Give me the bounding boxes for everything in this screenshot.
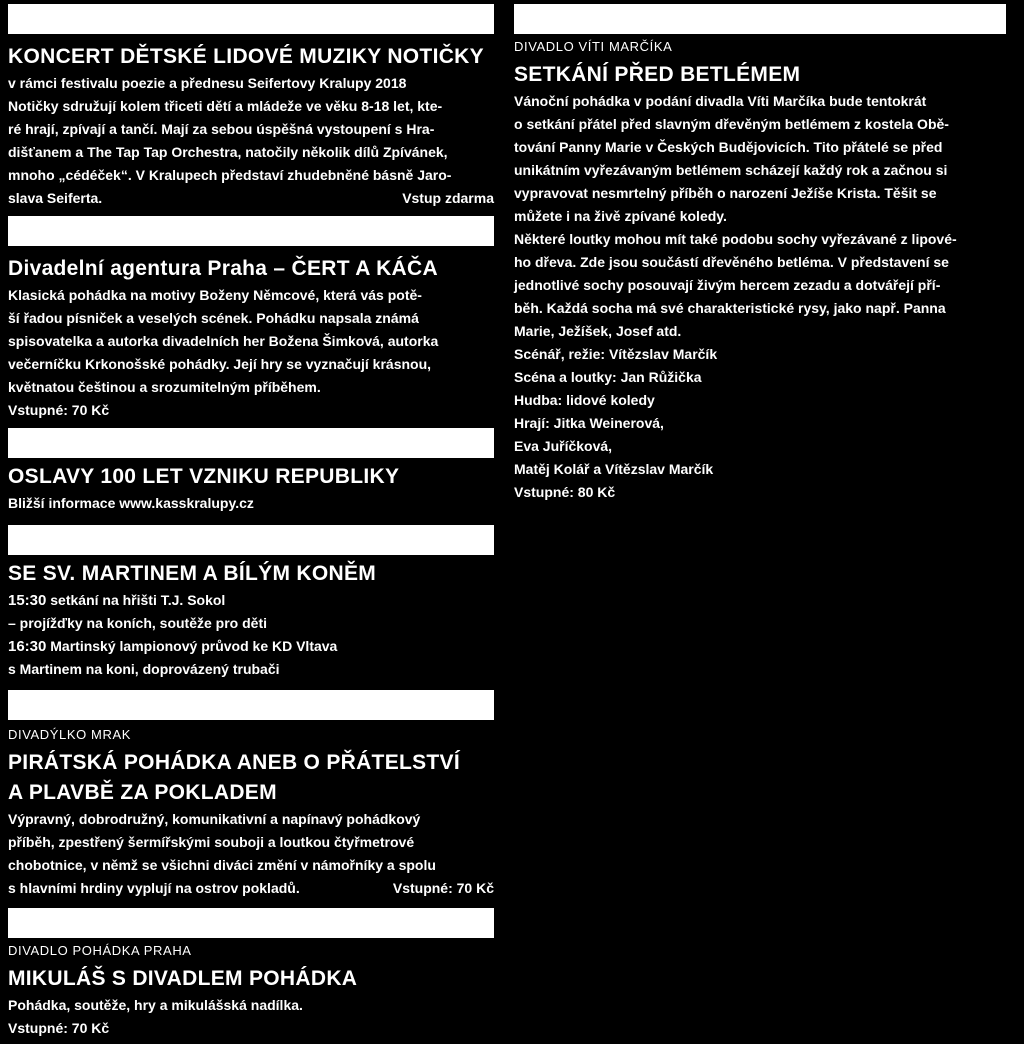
time: 16:30: [8, 638, 47, 655]
event-title: KONCERT DĚTSKÉ LIDOVÉ MUZIKY NOTIČKY: [8, 45, 484, 68]
event-description: [8, 72, 494, 210]
credits-line: Hudba: lidové koledy: [514, 392, 655, 408]
event-koncert: [8, 4, 494, 210]
credits-line: Scénář, režie: Vítězslav Marčík: [514, 346, 718, 362]
text-line: slava Seiferta.: [8, 190, 103, 206]
event-title: PIRÁTSKÁ POHÁDKA ANEB O PŘÁTELSTVÍ: [8, 751, 460, 774]
text-line: příběh, zpestřený šermířskými souboji a loutkou čtyřmetrové: [8, 834, 415, 850]
date-bar: [8, 428, 494, 458]
date-bar: [8, 690, 494, 720]
text-line: ré hrají, zpívají a tančí. Mají za sebou úspěšná vystoupení s Hra-: [8, 121, 435, 137]
event-description: [8, 284, 494, 422]
credits-line: Hrají: Jitka Weinerová,: [514, 415, 664, 431]
text-line: unikátním vyřezávaným betlémem scházejí každý rok a začnou si: [514, 162, 948, 178]
text-line: večerníčku Krkonošské pohádky. Její hry se vyznačují krásnou,: [8, 356, 432, 372]
text: setkání na hřišti T.J. Sokol: [46, 592, 226, 608]
text-line: Notičky sdružují kolem třiceti dětí a mládeže ve věku 8-18 let, kte-: [8, 98, 443, 114]
text-line: ší řadou písniček a veselých scének. Pohádku napsala známá: [8, 310, 419, 326]
text-line: s hlavními hrdiny vyplují na ostrov pokladů.: [8, 880, 300, 896]
event-mikulas: [8, 908, 494, 1040]
date-bar: [514, 4, 1006, 34]
entry-price: Vstupné: 70 Kč: [8, 402, 110, 418]
organizer: DIVADÝLKO MRAK: [8, 727, 132, 742]
text-line: běh. Každá socha má své charakteristické rysy, jako např. Panna: [514, 300, 946, 316]
entry-price: Vstupné: 70 Kč: [392, 880, 494, 896]
text-line: s Martinem na koni, doprovázený trubači: [8, 661, 280, 677]
text-line: Vánoční pohádka v podání divadla Víti Marčíka bude tentokrát: [514, 93, 927, 109]
event-title: OSLAVY 100 LET VZNIKU REPUBLIKY: [8, 465, 400, 488]
event-description: [8, 492, 494, 515]
text: Martinský lampionový průvod ke KD Vltava: [46, 638, 338, 654]
text-line: Pohádka, soutěže, hry a mikulášská nadílka.: [8, 997, 303, 1013]
text-line: spisovatelka a autorka divadelních her Božena Šimková, autorka: [8, 333, 439, 349]
credits-line: Scéna a loutky: Jan Růžička: [514, 369, 702, 385]
credits-line: Matěj Kolář a Vítězslav Marčík: [514, 461, 714, 477]
text-line: květnatou češtinou a srozumitelným příběhem.: [8, 379, 321, 395]
organizer: DIVADLO VÍTI MARČÍKA: [514, 39, 673, 54]
entry-price: Vstupné: 80 Kč: [514, 484, 616, 500]
credits-line: Eva Juříčková,: [514, 438, 613, 454]
event-title: SE SV. MARTINEM A BÍLÝM KONĚM: [8, 562, 377, 585]
event-cert-a-kaca: [8, 216, 494, 422]
event-description: [8, 994, 494, 1040]
text-line: Některé loutky mohou mít také podobu sochy vyřezávané z lipové-: [514, 231, 957, 247]
time: 15:30: [8, 592, 47, 609]
event-info-link: Bližší informace www.kasskralupy.cz: [8, 495, 254, 511]
organizer: DIVADLO POHÁDKA PRAHA: [8, 943, 192, 958]
event-title-line2: A PLAVBĚ ZA POKLADEM: [8, 781, 277, 804]
text-line-entry: [8, 187, 494, 210]
text-line: o setkání přátel před slavným dřevěným betlémem z kostela Obě-: [514, 116, 949, 132]
date-bar: [8, 4, 494, 34]
event-setkani: [514, 4, 1006, 504]
event-title: SETKÁNÍ PŘED BETLÉMEM: [514, 63, 801, 86]
text-line-entry: [8, 877, 494, 900]
text-line: dišťanem a The Tap Tap Orchestra, natočily několik dílů Zpívánek,: [8, 144, 448, 160]
text-line: mnoho „cédéček“. V Kralupech představí zhudebněné básně Jaro-: [8, 167, 452, 183]
event-title: Divadelní agentura Praha – ČERT A KÁČA: [8, 257, 438, 280]
date-bar: [8, 908, 494, 938]
text-line: – projížďky na koních, soutěže pro děti: [8, 615, 267, 631]
event-description: [8, 589, 494, 681]
event-martin: [8, 525, 494, 681]
text-line: [8, 635, 494, 658]
text-line: vypravovat nesmrtelný příběh o narození Ježíše Krista. Těšit se: [514, 185, 937, 201]
event-oslavy: [8, 428, 494, 515]
text-line: můžete i na živě zpívané koledy.: [514, 208, 727, 224]
text-line: [8, 589, 494, 612]
event-description: [8, 808, 494, 900]
entry-price: Vstup zdarma: [402, 190, 494, 206]
event-description: [514, 90, 1006, 504]
text-line: Klasická pohádka na motivy Boženy Němcové, která vás potě-: [8, 287, 422, 303]
text-line: chobotnice, v němž se všichni diváci změní v námořníky a spolu: [8, 857, 436, 873]
text-line: tování Panny Marie v Českých Budějovicích. Tito přátelé se před: [514, 139, 943, 155]
text-line: ho dřeva. Zde jsou součástí dřevěného betléma. V představení se: [514, 254, 949, 270]
event-subtitle: v rámci festivalu poezie a přednesu Seifertovy Kralupy 2018: [8, 75, 407, 91]
text-line: jednotlivé sochy posouvají živým hercem zezadu a dotvářejí pří-: [514, 277, 941, 293]
date-bar: [8, 216, 494, 246]
event-title: MIKULÁŠ S DIVADLEM POHÁDKA: [8, 967, 358, 990]
date-bar: [8, 525, 494, 555]
entry-price: Vstupné: 70 Kč: [8, 1020, 110, 1036]
text-line: Marie, Ježíšek, Josef atd.: [514, 323, 682, 339]
event-piratska: [8, 690, 494, 900]
text-line: Výpravný, dobrodružný, komunikativní a napínavý pohádkový: [8, 811, 421, 827]
